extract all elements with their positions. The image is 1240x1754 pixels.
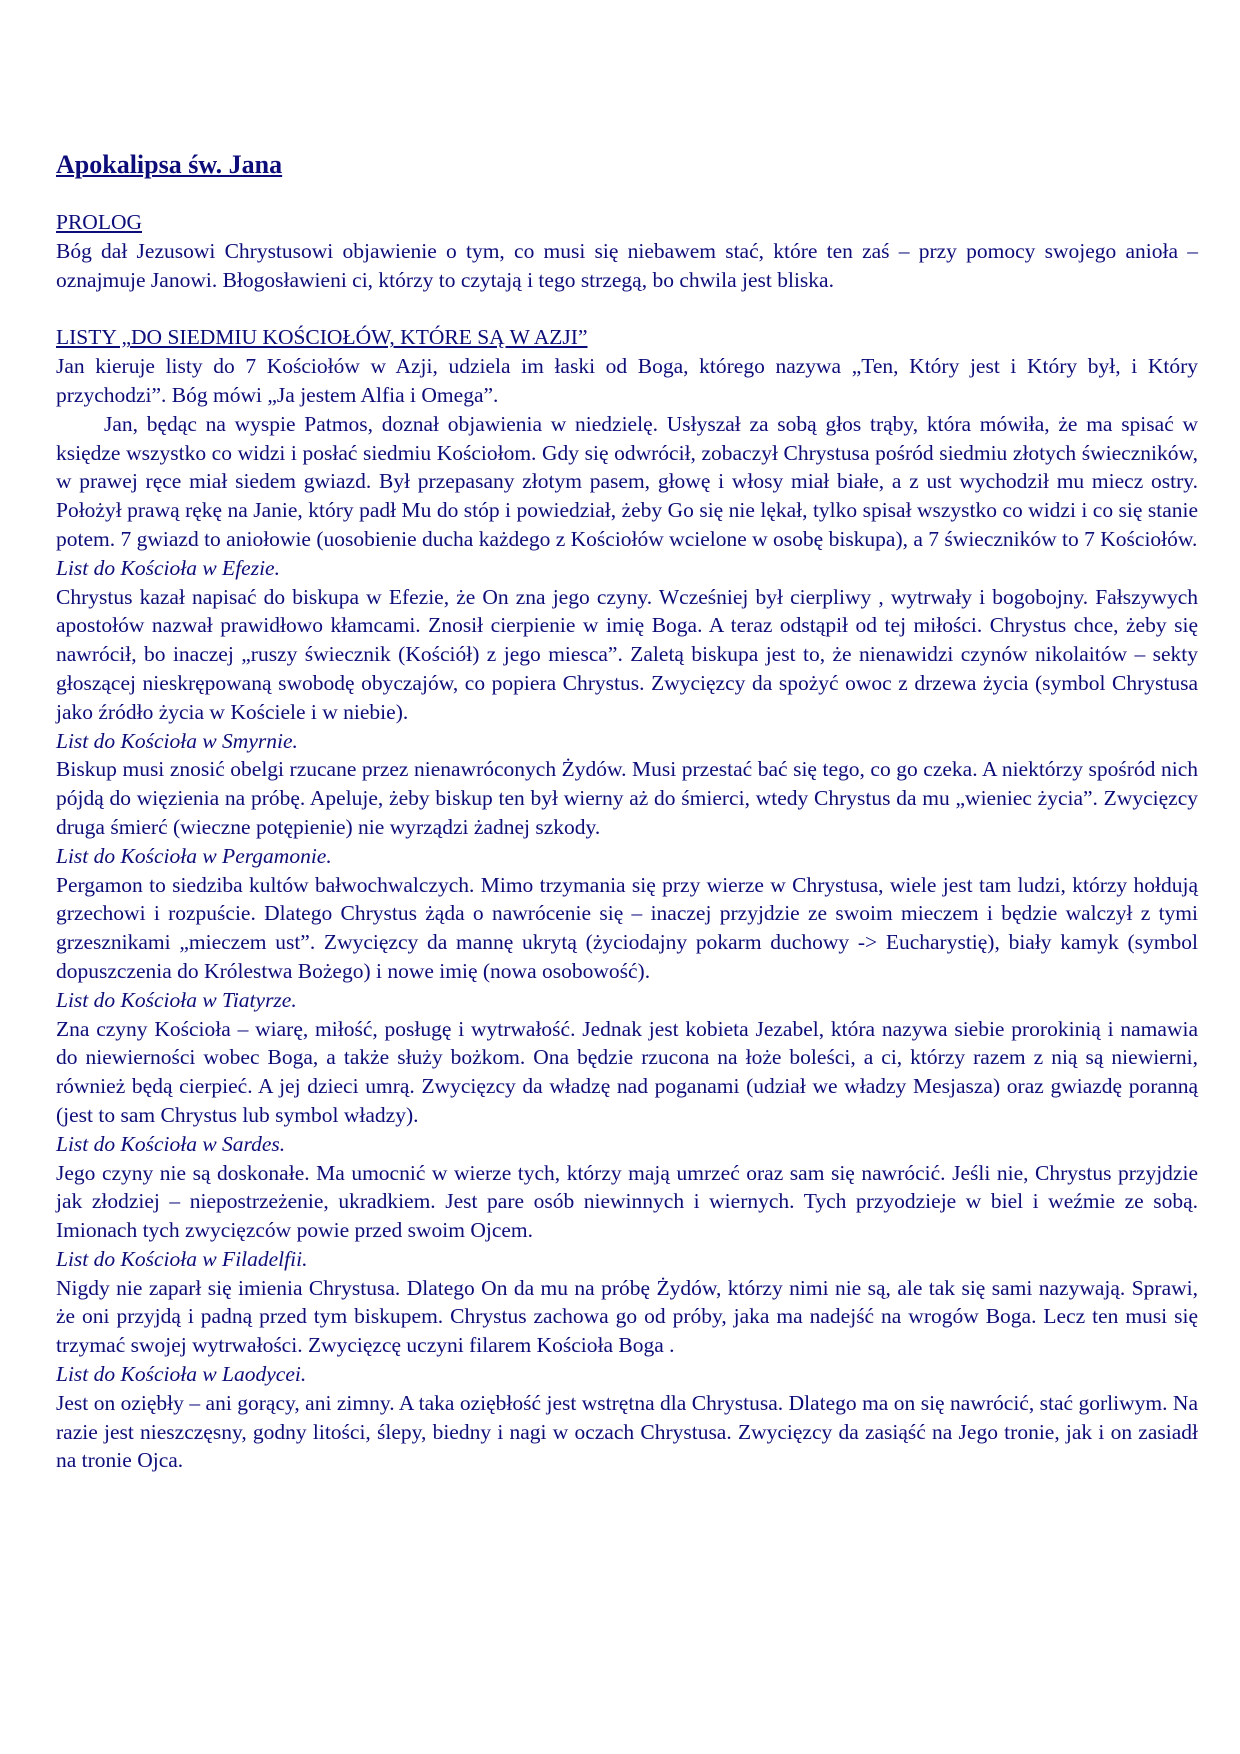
letter-text-filadelfia: Nigdy nie zaparł się imienia Chrystusa. Dlatego On da mu na próbę Żydów, którzy nimi nie są, ale tak się sami nazywają. Sprawi, że oni przyjdą i padną przed tym biskupem. Chrystus zachowa go od próby, jaka ma nadejść na wrogów Boga. Lecz ten musi się trzymać swojej wytrwałości. Zwycięzcę uczyni filarem Kościoła Boga .: [56, 1275, 1198, 1358]
letter-heading-smyrna: List do Kościoła w Smyrnie.: [56, 728, 298, 753]
letters-heading: LISTY „DO SIEDMIU KOŚCIOŁÓW, KTÓRE SĄ W AZJI”: [56, 325, 588, 350]
letter-heading-pergamon: List do Kościoła w Pergamonie.: [56, 843, 332, 868]
letter-heading-filadelfia: List do Kościoła w Filadelfii.: [56, 1246, 308, 1271]
letter-text-pergamon: Pergamon to siedziba kultów bałwochwalczych. Mimo trzymania się przy wierze w Chrystusa, wiele jest tam ludzi, którzy hołdują grzechowi i rozpuście. Dlatego Chrystus żąda o nawrócenie się – inaczej przyjdzie ze swoim mieczem i będzie walczył z tymi grzesznikami „mieczem ust”. Zwycięzcy da mannę ukrytą (życiodajny pokarm duchowy -> Eucharystię), biały kamyk (symbol dopuszczenia do Królestwa Bożego) i nowe imię (nowa osobowość).: [56, 872, 1198, 983]
letter-heading-efez: List do Kościoła w Efezie.: [56, 555, 280, 580]
vision-paragraph: Jan, będąc na wyspie Patmos, doznał objawienia w niedzielę. Usłyszał za sobą głos trąby, która mówiła, że ma spisać w księdze wszystko co widzi i posłać siedmiu Kościołom. Gdy się odwrócił, zobaczył Chrystusa pośród siedmiu złotych świeczników, w prawej ręce miał siedem gwiazd. Był przepasany złotym pasem, głowę i włosy miał białe, a z ust wychodził mu miecz ostry. Położył prawą rękę na Janie, który padł Mu do stóp i powiedział, żeby Go się nie lękał, tylko spisał wszystko co widzi i co się stanie potem. 7 gwiazd to aniołowie (uosobienie ducha każdego z Kościołów wcielone w osobę biskupa), a 7 świeczników to 7 Kościołów.: [56, 411, 1198, 551]
letters-intro: Jan kieruje listy do 7 Kościołów w Azji, udziela im łaski od Boga, którego nazywa „Ten, Który jest i Który był, i Który przychodzi”. Bóg mówi „Ja jestem Alfia i Omega”.: [56, 354, 1198, 407]
letter-text-laodycea: Jest on oziębły – ani gorący, ani zimny. A taka oziębłość jest wstrętna dla Chrystusa. Dlatego ma on się nawrócić, stać gorliwym. Na razie jest nieszczęsny, godny litości, ślepy, biedny i nagi w oczach Chrystusa. Zwycięzcy da zasiąść na Jego tronie, jak i on zasiadł na tronie Ojca.: [56, 1390, 1198, 1473]
prolog-section: [56, 208, 1198, 294]
spacer: [56, 294, 1198, 323]
letter-heading-laodycea: List do Kościoła w Laodycei.: [56, 1362, 307, 1387]
letter-heading-tiatyra: List do Kościoła w Tiatyrze.: [56, 987, 297, 1012]
prolog-text: Bóg dał Jezusowi Chrystusowi objawienie o tym, co musi się niebawem stać, które ten zaś – przy pomocy swojego anioła – oznajmuje Janowi. Błogosławieni ci, którzy to czytają i tego strzegą, bo chwila jest bliska.: [56, 238, 1198, 292]
letter-text-tiatyra: Zna czyny Kościoła – wiarę, miłość, posługę i wytrwałość. Jednak jest kobieta Jezabel, która nazywa siebie prorokinią i namawia do niewierności wobec Boga, a także służy bożkom. Ona będzie rzucona na łoże boleści, a ci, którzy razem z nią są niewierni, również będą cierpieć. A jej dzieci umrą. Zwycięzcy da władzę nad poganami (udział we władzy Mesjasza) oraz gwiazdę poranną (jest to sam Chrystus lub symbol władzy).: [56, 1016, 1198, 1127]
letter-text-sardes: Jego czyny nie są doskonałe. Ma umocnić w wierze tych, którzy mają umrzeć oraz sam się nawrócić. Jeśli nie, Chrystus przyjdzie jak złodziej – niepostrzeżenie, ukradkiem. Jest pare osób niewinnych i wiernych. Tych przyodzieje w biel i weźmie ze sobą. Imionach tych zwycięzców powie przed swoim Ojcem.: [56, 1160, 1198, 1243]
letters-section: [56, 323, 1198, 1475]
letter-heading-sardes: List do Kościoła w Sardes.: [56, 1131, 286, 1156]
document-title: Apokalipsa św. Jana: [56, 150, 283, 179]
letter-text-smyrna: Biskup musi znosić obelgi rzucane przez nienawróconych Żydów. Musi przestać bać się tego, co go czeka. A niektórzy spośród nich pójdą do więzienia na próbę. Apeluje, żeby biskup ten był wierny aż do śmierci, wtedy Chrystus da mu „wieniec życia”. Zwycięzcy druga śmierć (wieczne potępienie) nie wyrządzi żadnej szkody.: [56, 757, 1198, 839]
prolog-heading: PROLOG: [56, 210, 143, 234]
letter-text-efez: Chrystus kazał napisać do biskupa w Efezie, że On zna jego czyny. Wcześniej był cierpliwy , wytrwały i bogobojny. Fałszywych apostołów nazwał prawidłowo kłamcami. Znosił cierpienie w imię Boga. A teraz odstąpił od tej miłości. Chrystus chce, żeby się nawrócił, bo inaczej „ruszy świecznik (Kościół) z jego miesca”. Zaletą biskupa jest to, że nienawidzi czynów nikolaitów – sekty głoszącej nieskrępowaną swobodę obyczajów, co popiera Chrystus. Zwycięzcy da spożyć owoc z drzewa życia (symbol Chrystusa jako źródło życia w Kościele i w niebie).: [56, 584, 1198, 724]
